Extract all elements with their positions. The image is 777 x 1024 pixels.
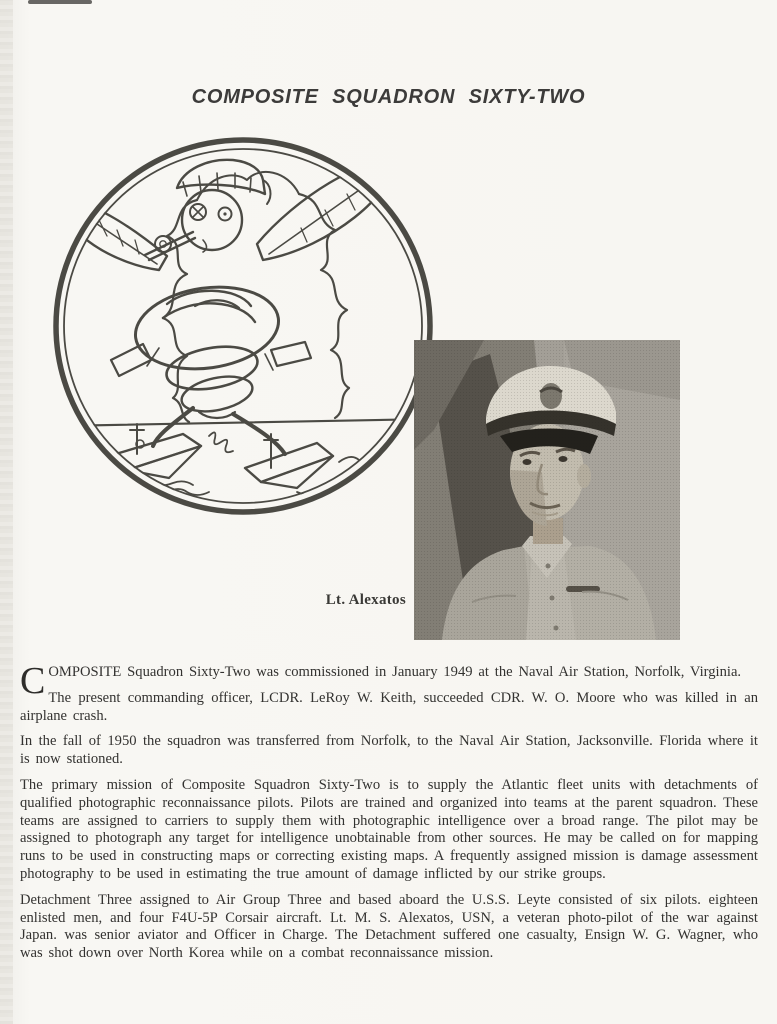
photo-caption: Lt. Alexatos [325,592,406,608]
page-title: COMPOSITE SQUADRON SIXTY-TWO [191,86,586,108]
drop-cap: C [20,660,46,702]
article-body [20,660,758,963]
paragraph-1-text: OMPOSITE Squadron Sixty-Two was commissioned in January 1949 at the Naval Air Station, Norfolk, Virginia. [48,664,742,680]
paragraph-3: In the fall of 1950 the squadron was transferred from Norfolk, to the Naval Air Station, Jacksonville. Florida where it is now stationed. [20,733,758,768]
portrait-photo-lt-alexatos [414,340,680,640]
scan-edge-artifact [0,0,13,1024]
paragraph-2: The present commanding officer, LCDR. LeRoy W. Keith, succeeded CDR. W. O. Moore who was killed in an airplane crash. [20,689,758,724]
mosquito-insignia-icon [47,136,439,518]
squadron-insignia-mosquito-drawing [47,136,439,518]
scan-corner-mark [28,0,92,4]
paragraph-4: The primary mission of Composite Squadron Sixty-Two is to supply the Atlantic fleet units with detachments of qualified photographic reconnaissance pilots. Pilots are trained and organized into teams at the parent squadron. These teams are assigned to carriers to supply them with photographic intelligence over a broad range. The pilot may be assigned to photograph any target for intelligence unobtainable from other sources. He may be called on for mapping runs to be used in constructing maps or correcting existing maps. A frequently assigned mission is damage assessment photography to be used in estimating the true amount of damage inflicted by our strike groups. [20,776,758,882]
portrait-illustration [414,340,680,640]
paragraph-5: Detachment Three assigned to Air Group Three and based aboard the U.S.S. Leyte consisted of six pilots. eighteen enlisted men, and four F4U-5P Corsair aircraft. Lt. M. S. Alexatos, USN, a veteran photo-pilot of the war against Japan. was senior aviator and Officer in Charge. The Detachment suffered one casualty, Ensign W. G. Wagner, who was shot down over North Korea while on a combat reconnaissance mission. [20,891,758,962]
paragraph-1 [20,660,758,702]
